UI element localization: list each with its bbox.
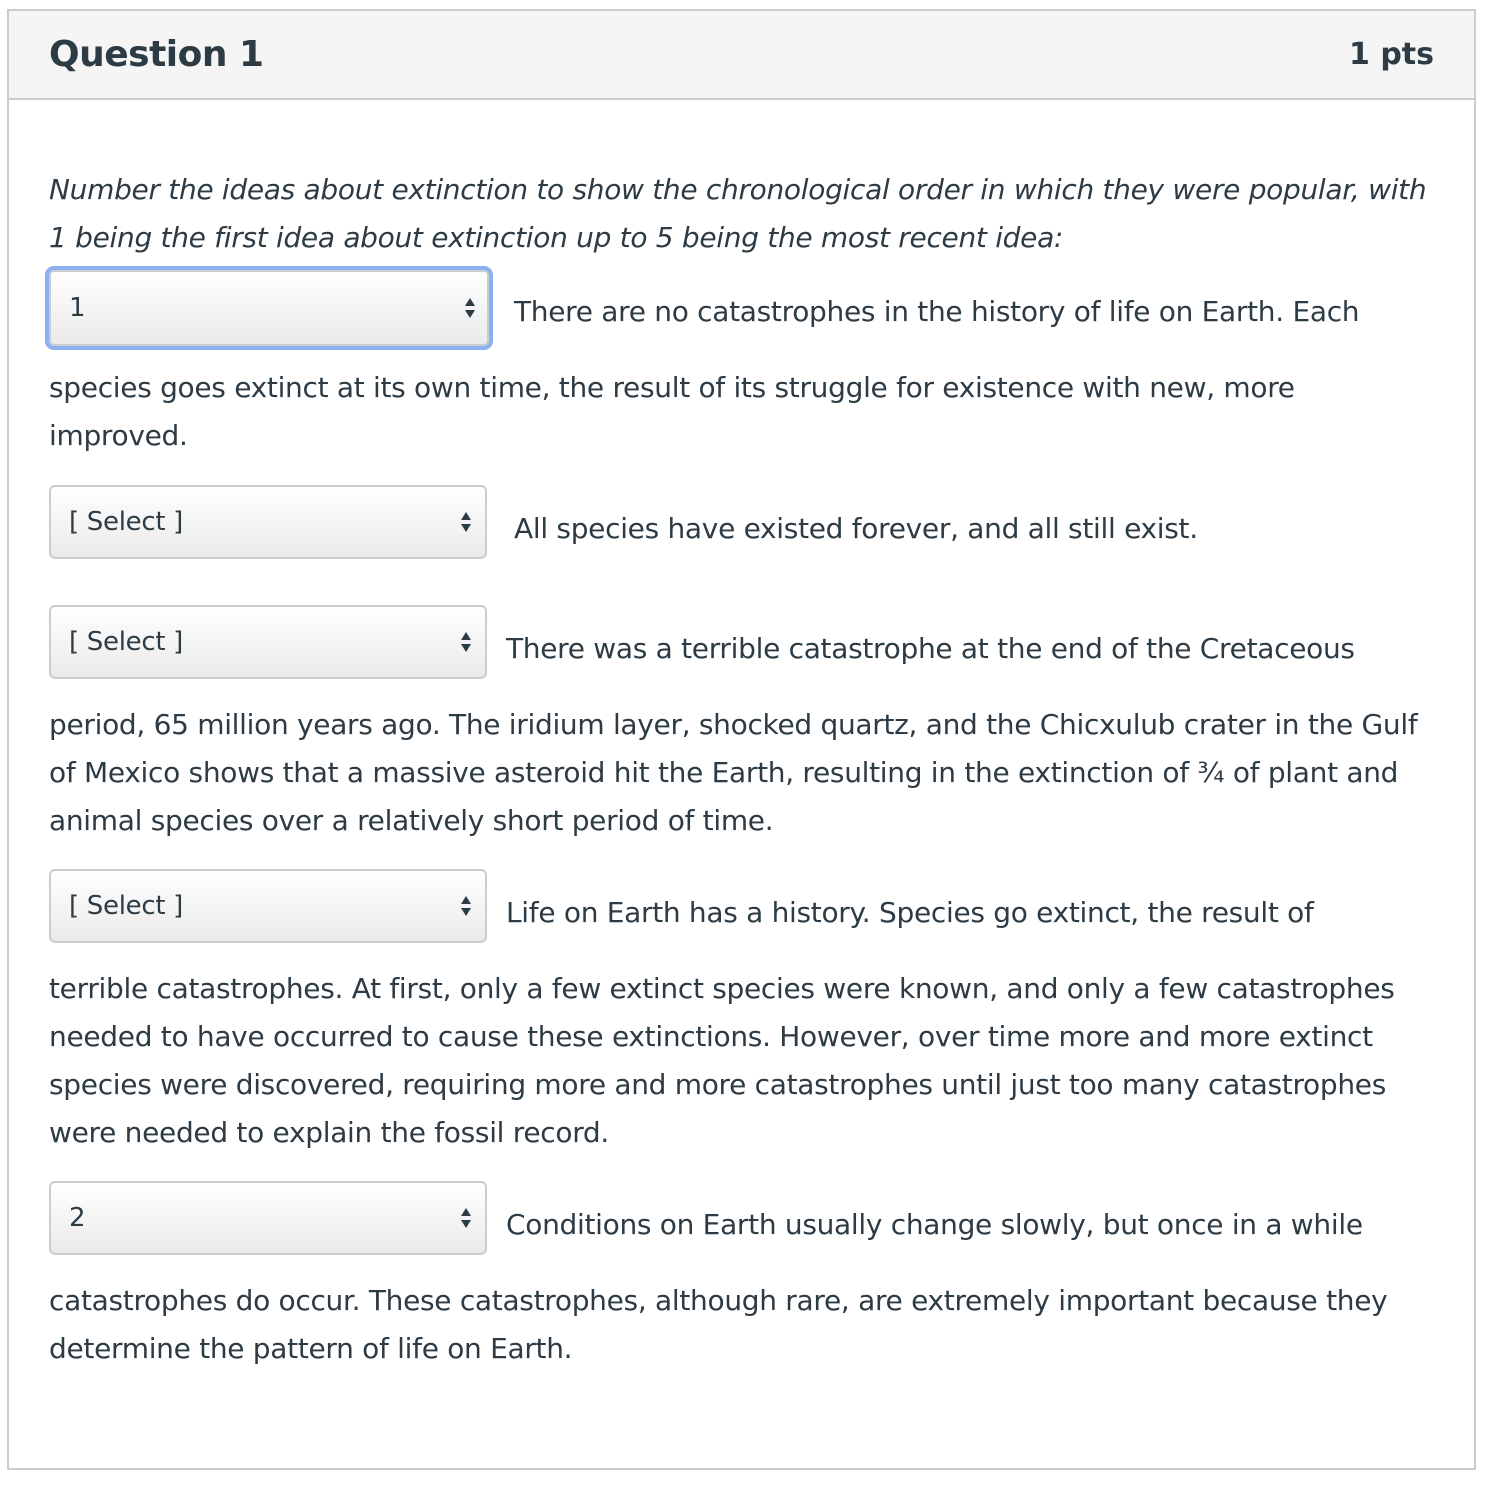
item-5-text: Conditions on Earth usually change slowly, but once in a while	[506, 1208, 1363, 1241]
sort-arrows-icon	[459, 630, 473, 654]
order-select-5-value: 2	[69, 1203, 86, 1233]
order-select-1-value: 1	[69, 293, 86, 323]
order-select-3[interactable]	[49, 605, 487, 679]
sort-arrows-icon	[463, 296, 477, 320]
sort-arrows-icon	[459, 894, 473, 918]
order-select-2-value: [ Select ]	[69, 507, 184, 537]
order-select-3-value: [ Select ]	[69, 627, 184, 657]
question-title: Question 1	[49, 34, 264, 75]
question-card	[7, 9, 1476, 1470]
question-header	[9, 11, 1474, 100]
question-points: 1 pts	[1349, 37, 1434, 72]
order-select-4-value: [ Select ]	[69, 891, 184, 921]
order-select-2[interactable]	[49, 485, 487, 559]
item-1-text: There are no catastrophes in the history of life on Earth. Each	[514, 295, 1360, 328]
sort-arrows-icon	[459, 510, 473, 534]
item-2-text: All species have existed forever, and all still exist.	[514, 512, 1198, 545]
item-3-text: There was a terrible catastrophe at the end of the Cretaceous	[506, 632, 1355, 665]
item-4-text: Life on Earth has a history. Species go extinct, the result of	[506, 896, 1314, 929]
item-4-text-continued: terrible catastrophes. At first, only a few extinct species were known, and only a few catastrophes needed to have occurred to cause these extinctions. However, over time more and more extinct species were discovered, requiring more and more catastrophes until just too many catastrophes were needed to explain the fossil record.	[49, 972, 1395, 1149]
item-1-text-continued: species goes extinct at its own time, the result of its struggle for existence with new, more improved.	[49, 371, 1295, 452]
order-select-5[interactable]	[49, 1181, 487, 1255]
order-select-1[interactable]	[45, 266, 493, 350]
item-3-text-continued: period, 65 million years ago. The iridium layer, shocked quartz, and the Chicxulub crater in the Gulf of Mexico shows that a massive asteroid hit the Earth, resulting in the extinction of ¾ of plant and animal species over a relatively short period of time.	[49, 708, 1418, 837]
sort-arrows-icon	[459, 1206, 473, 1230]
question-prompt: Number the ideas about extinction to show the chronological order in which they were popular, with 1 being the first idea about extinction up to 5 being the most recent idea:	[49, 173, 1427, 254]
order-select-4[interactable]	[49, 869, 487, 943]
item-5-text-continued: catastrophes do occur. These catastrophes, although rare, are extremely important because they determine the pattern of life on Earth.	[49, 1284, 1388, 1365]
